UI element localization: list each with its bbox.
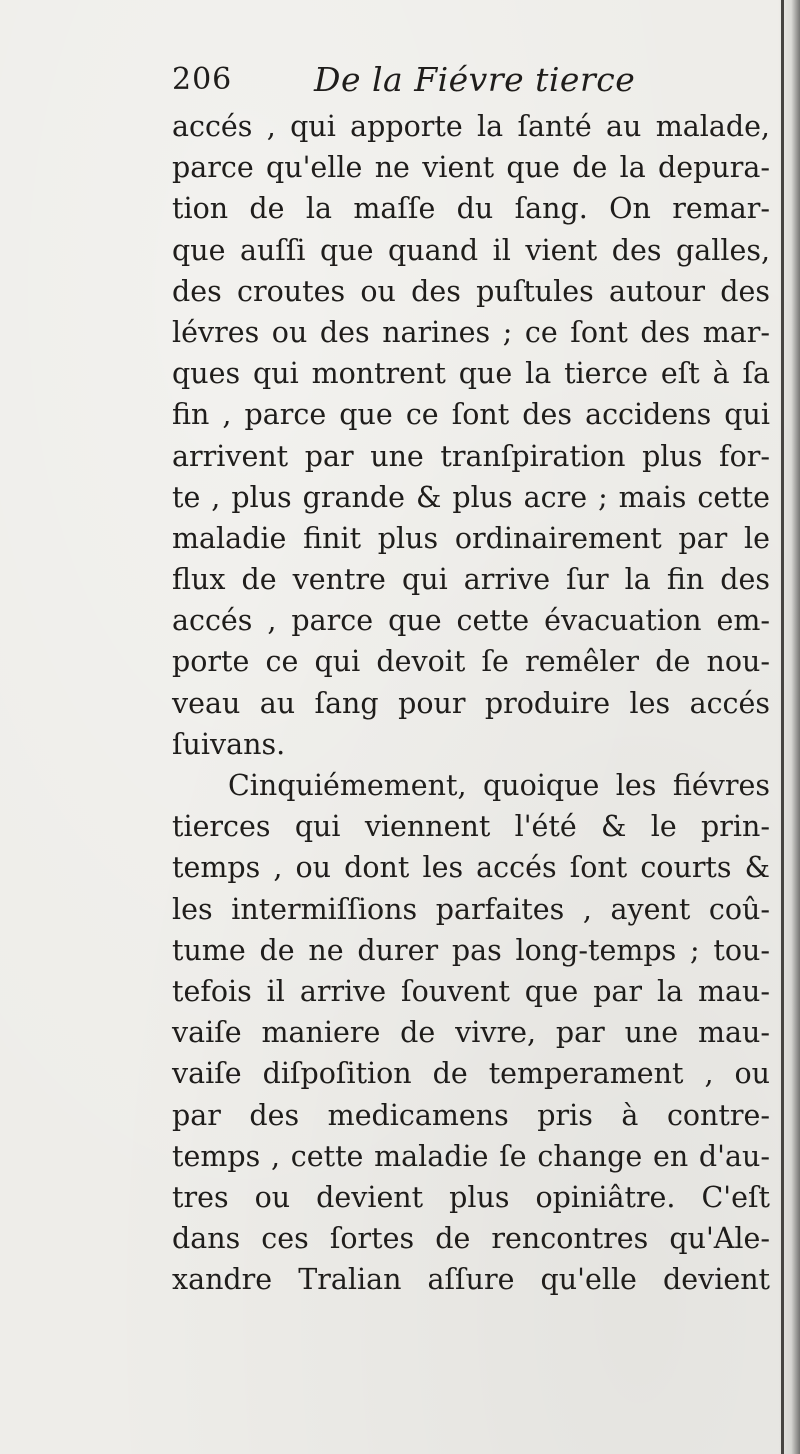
text-line-paragraph-start: Cinquiémement, quoique les fiévres — [228, 769, 770, 802]
text-line: vaiſe maniere de vivre, par une mau- — [172, 1016, 770, 1050]
text-line: veau au ſang pour produire les accés — [172, 686, 770, 720]
text-line: porte ce qui devoit ſe remêler de nou- — [172, 645, 770, 679]
page-number: 206 — [172, 62, 233, 97]
text-line: te , plus grande & plus acre ; mais cette — [172, 480, 770, 514]
text-line: les intermiſſions parfaites , ayent coû- — [172, 892, 770, 926]
text-line: flux de ventre qui arrive ſur la fin des — [172, 563, 770, 597]
text-line: accés , parce que cette évacuation em- — [172, 604, 770, 638]
text-line: temps , cette maladie ſe change en d'au- — [172, 1139, 770, 1173]
page-header — [172, 60, 772, 106]
text-line: arrivent par une tranſpiration plus for- — [172, 439, 770, 473]
text-line: tion de la maſſe du ſang. On remar- — [172, 192, 770, 226]
text-line: tierces qui viennent l'été & le prin- — [172, 810, 770, 844]
text-line: maladie finit plus ordinairement par le — [172, 521, 770, 555]
text-line: ques qui montrent que la tierce eſt à ſa — [172, 357, 770, 391]
text-line: xandre Tralian aſſure qu'elle devient — [172, 1263, 770, 1297]
text-line: par des medicamens pris à contre- — [172, 1098, 770, 1132]
text-line: que auſſi que quand il vient des galles, — [172, 233, 770, 267]
running-head: De la Fiévre tierce — [314, 60, 636, 99]
text-line: tume de ne durer pas long-temps ; tou- — [172, 933, 770, 967]
text-line: fin , parce que ce ſont des accidens qui — [172, 398, 770, 432]
text-line: des croutes ou des puſtules autour des — [172, 274, 770, 308]
text-line: lévres ou des narines ; ce ſont des mar- — [172, 315, 770, 349]
text-line: tefois il arrive ſouvent que par la mau- — [172, 974, 770, 1008]
text-line: accés , qui apporte la ſanté au malade, — [172, 110, 770, 143]
page-edge — [781, 0, 784, 1454]
text-line: tres ou devient plus opiniâtre. C'eſt — [172, 1180, 770, 1214]
text-line-paragraph-end: ſuivans. — [172, 727, 286, 761]
body-text — [172, 106, 770, 1300]
text-line: parce qu'elle ne vient que de la depura- — [172, 151, 770, 185]
text-line: temps , ou dont les accés ſont courts & — [172, 851, 770, 885]
text-line: vaiſe diſpoſition de temperament , ou — [172, 1057, 770, 1091]
text-line: dans ces ſortes de rencontres qu'Ale- — [172, 1222, 770, 1256]
